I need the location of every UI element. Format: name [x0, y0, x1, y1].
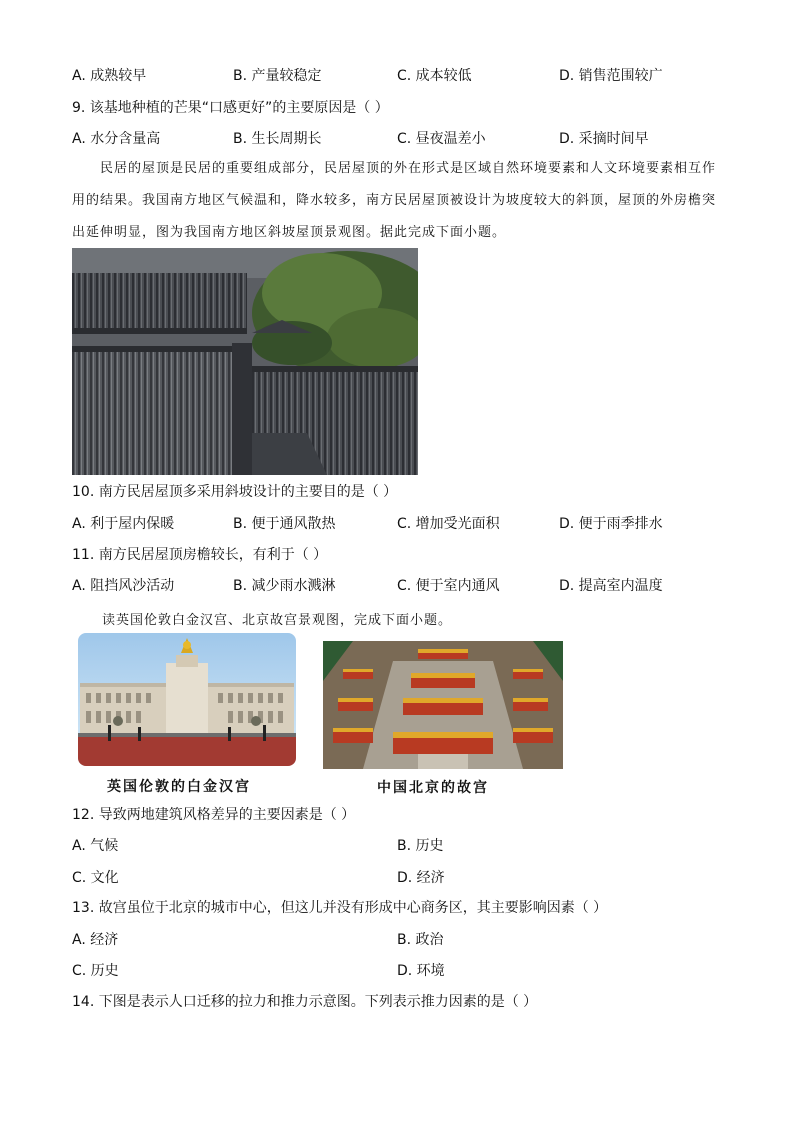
q8-option-c: C. 成本较低 [397, 68, 472, 84]
roof-photo-illustration [72, 248, 418, 475]
q8-option-d: D. 销售范围较广 [559, 68, 663, 84]
forbidden-city-photo [323, 641, 563, 769]
q13-option-a: A. 经济 [72, 932, 119, 948]
q10-option-a: A. 利于屋内保暖 [72, 516, 175, 532]
q12-option-b: B. 历史 [397, 838, 444, 854]
buckingham-palace-photo [78, 633, 296, 766]
q11-option-a: A. 阻挡风沙活动 [72, 578, 175, 594]
q8-option-b: B. 产量较稳定 [233, 68, 322, 84]
q14-stem: 14. 下图是表示人口迁移的拉力和推力示意图。下列表示推力因素的是（ ） [72, 994, 538, 1010]
caption-buckingham: 英国伦敦的白金汉宫 [107, 779, 251, 795]
roof-photo [72, 248, 418, 475]
q10-option-d: D. 便于雨季排水 [559, 516, 663, 532]
q13-option-b: B. 政治 [397, 932, 444, 948]
q12-option-d: D. 经济 [397, 870, 445, 886]
q10-option-b: B. 便于通风散热 [233, 516, 336, 532]
forbidden-city-illustration [323, 641, 563, 769]
buckingham-palace-illustration [78, 633, 296, 766]
q9-option-d: D. 采摘时间早 [559, 131, 649, 147]
q12-option-c: C. 文化 [72, 870, 119, 886]
q9-stem: 9. 该基地种植的芒果“口感更好”的主要原因是（ ） [72, 100, 389, 116]
q13-stem: 13. 故宫虽位于北京的城市中心，但这儿并没有形成中心商务区，其主要影响因素（ ） [72, 900, 608, 916]
q12-option-a: A. 气候 [72, 838, 119, 854]
q9-option-a: A. 水分含量高 [72, 131, 161, 147]
q13-option-c: C. 历史 [72, 963, 119, 979]
q13-option-d: D. 环境 [397, 963, 445, 979]
q11-stem: 11. 南方民居屋顶房檐较长，有利于（ ） [72, 547, 328, 563]
caption-forbidden-city: 中国北京的故宫 [377, 780, 489, 796]
passage-palaces: 读英国伦敦白金汉宫、北京故宫景观图，完成下面小题。 [102, 613, 453, 628]
passage-roof: 民居的屋顶是民居的重要组成部分，民居屋顶的外在形式是区域自然环境要素和人文环境要素相互作用的结果。我国南方地区气候温和，降水较多，南方民居屋顶被设计为坡度较大的斜顶，屋顶的外房檐突出延伸明显，图为我国南方地区斜坡屋顶景观图。据此完成下面小题。 [72, 161, 717, 240]
q11-option-c: C. 便于室内通风 [397, 578, 500, 594]
q9-option-b: B. 生长周期长 [233, 131, 322, 147]
q11-option-d: D. 提高室内温度 [559, 578, 663, 594]
q10-option-c: C. 增加受光面积 [397, 516, 500, 532]
q11-option-b: B. 减少雨水溅淋 [233, 578, 336, 594]
q12-stem: 12. 导致两地建筑风格差异的主要因素是（ ） [72, 807, 356, 823]
q8-option-a: A. 成熟较早 [72, 68, 147, 84]
q10-stem: 10. 南方民居屋顶多采用斜坡设计的主要目的是（ ） [72, 484, 398, 500]
q9-option-c: C. 昼夜温差小 [397, 131, 486, 147]
